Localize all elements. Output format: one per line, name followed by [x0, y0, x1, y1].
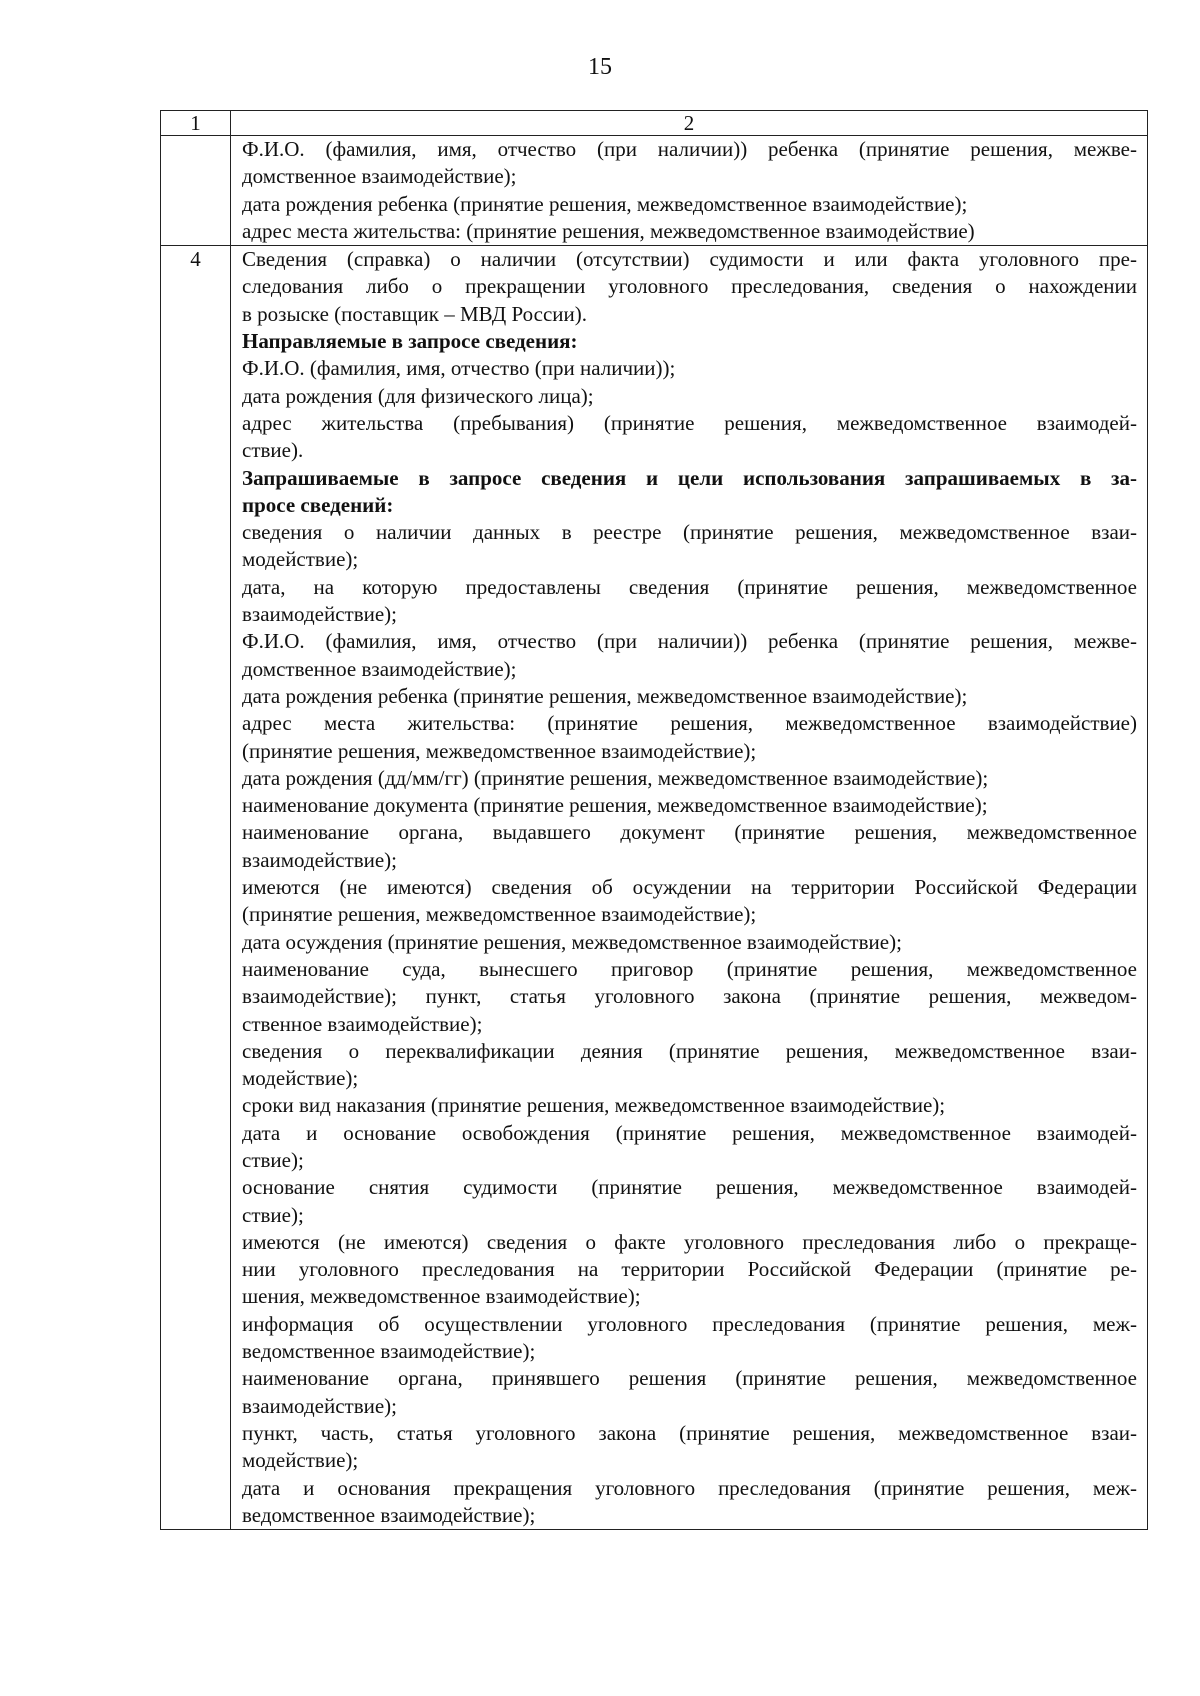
paragraph: Ф.И.О. (фамилия, имя, отчество (при наличии)) ребенка (принятие решения, межве- домственное взаимодействие); — [242, 137, 1137, 189]
row-content — [231, 136, 1148, 246]
paragraph: Ф.И.О. (фамилия, имя, отчество (при наличии)); — [242, 356, 676, 381]
paragraph: сведения о наличии данных в реестре (принятие решения, межведомственное взаи- модействие); — [242, 520, 1137, 572]
paragraph: адрес места жительства: (принятие решения, межведомственное взаимодействие) — [242, 218, 975, 243]
paragraph: пункт, часть, статья уголовного закона (принятие решения, межведомственное взаи- модействие); — [242, 1420, 1137, 1473]
paragraph: информация об осуществлении уголовного преследования (принятие решения, меж- ведомственное взаимодействие); — [242, 1311, 1137, 1364]
paragraph: дата осуждения (принятие решения, межведомственное взаимодействие); — [242, 929, 902, 954]
row-content — [231, 246, 1148, 1530]
paragraph: сведения о переквалификации деяния (принятие решения, межведомственное взаи- модействие); — [242, 1038, 1137, 1091]
paragraph: дата рождения (дд/мм/гг) (принятие решения, межведомственное взаимодействие); — [242, 765, 989, 790]
paragraph: дата рождения (для физического лица); — [242, 383, 594, 408]
row-lines — [231, 136, 1147, 245]
paragraph: наименование суда, вынесшего приговор (принятие решения, межведомственное взаимодействие); пункт, статья уголовного закона (принятие решения, межведом- ственное взаимодействие); — [242, 956, 1137, 1036]
paragraph: имеются (не имеются) сведения об осуждении на территории Российской Федерации (принятие решения, межведомственное взаимодействие); — [242, 875, 1137, 927]
paragraph: адрес жительства (пребывания) (принятие решения, межведомственное взаимодей- ствие). — [242, 410, 1137, 463]
paragraph: Сведения (справка) о наличии (отсутствии) судимости и или факта уголовного пре- следования либо о прекращении уголовного преследования, сведения о нахождении в розыске (поставщик – МВД России). — [242, 247, 1137, 326]
paragraph: адрес места жительства: (принятие решения, межведомственное взаимодействие) (принятие решения, межведомственное взаимодействие); — [242, 711, 1137, 763]
paragraph: наименование органа, принявшего решения (принятие решения, межведомственное взаимодействие); — [242, 1366, 1137, 1418]
section-heading: Направляемые в запросе сведения: — [242, 329, 578, 354]
requirements-table — [160, 110, 1148, 1530]
table-row — [161, 246, 1148, 1530]
header-col-2: 2 — [231, 111, 1148, 136]
paragraph: Ф.И.О. (фамилия, имя, отчество (при наличии)) ребенка (принятие решения, межве- домственное взаимодействие); — [242, 629, 1137, 681]
paragraph: дата и основания прекращения уголовного преследования (принятие решения, меж- ведомственное взаимодействие); — [242, 1475, 1137, 1527]
table-row — [161, 136, 1148, 246]
header-col-1: 1 — [161, 111, 231, 136]
row-number: 4 — [161, 246, 231, 1530]
paragraph: дата, на которую предоставлены сведения (принятие решения, межведомственное взаимодействие); — [242, 574, 1137, 627]
section-heading: Запрашиваемые в запросе сведения и цели использования запрашиваемых в за- просе сведений: — [242, 465, 1137, 517]
paragraph: имеются (не имеются) сведения о факте уголовного преследования либо о прекраще- нии уголовного преследования на территории Российской Федерации (принятие ре- шения, межведомственное взаимодействие); — [242, 1229, 1137, 1309]
page-number: 15 — [588, 54, 612, 80]
paragraph: дата рождения ребенка (принятие решения, межведомственное взаимодействие); — [242, 683, 968, 708]
paragraph: основание снятия судимости (принятие решения, межведомственное взаимодей- ствие); — [242, 1175, 1137, 1227]
row-number — [161, 136, 231, 246]
paragraph: наименование документа (принятие решения, межведомственное взаимодействие); — [242, 793, 988, 818]
table-header-row — [161, 111, 1148, 136]
paragraph: дата рождения ребенка (принятие решения, межведомственное взаимодействие); — [242, 191, 968, 216]
row-lines — [231, 246, 1147, 1529]
paragraph: сроки вид наказания (принятие решения, межведомственное взаимодействие); — [242, 1093, 946, 1118]
paragraph: наименование органа, выдавшего документ (принятие решения, межведомственное взаимодействие); — [242, 820, 1137, 872]
paragraph: дата и основание освобождения (принятие решения, межведомственное взаимодей- ствие); — [242, 1120, 1137, 1172]
